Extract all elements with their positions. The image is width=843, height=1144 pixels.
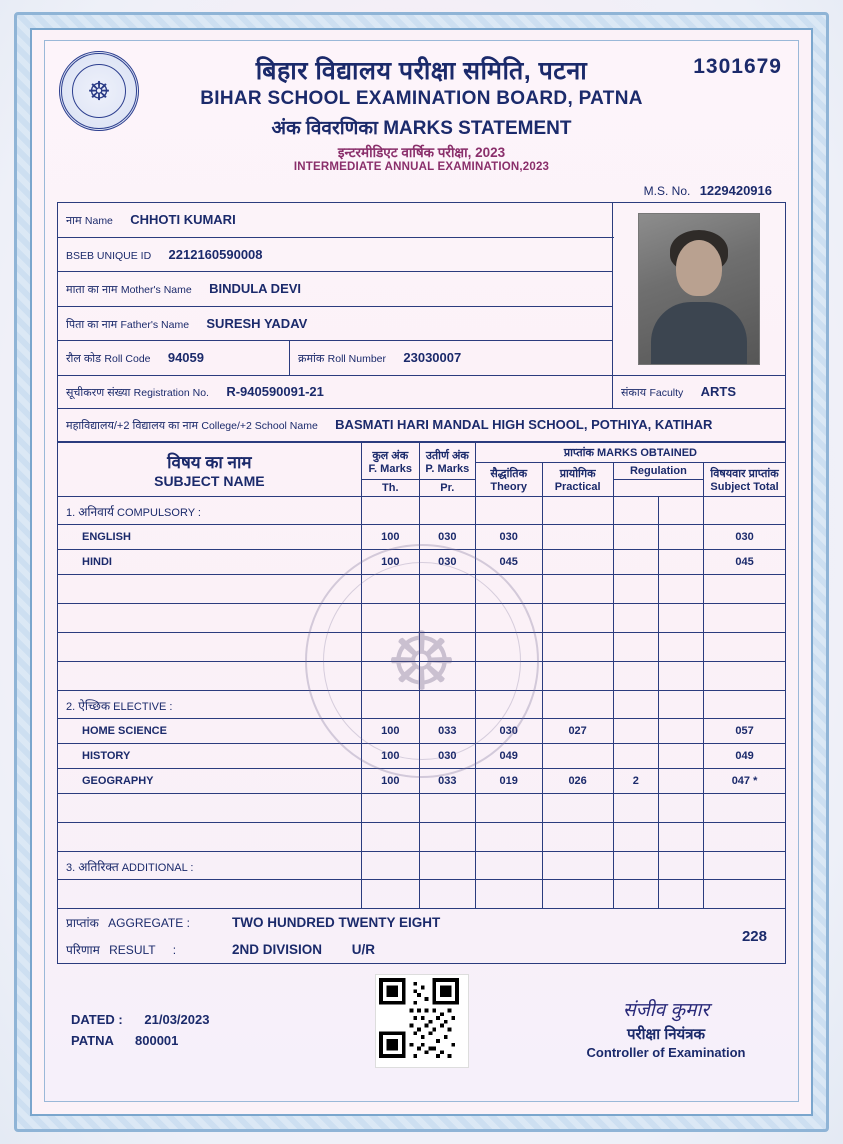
roll-code-label-english: Roll Code <box>104 353 151 366</box>
marks-obtained-header: प्राप्तांक MARKS OBTAINED <box>475 443 785 463</box>
registration-label-hindi: सूचीकरण संख्या <box>66 387 131 399</box>
place-label: PATNA <box>71 1033 114 1048</box>
unique-id-value: 2212160590008 <box>168 246 263 262</box>
subject-english: ENGLISH <box>58 525 362 550</box>
student-name-value: CHHOTI KUMARI <box>130 211 236 227</box>
marks-table <box>57 442 786 909</box>
document-header <box>45 41 798 177</box>
board-name-hindi: बिहार विद्यालय परीक्षा समिति, पटना <box>255 57 588 85</box>
subject-hindi: HINDI <box>58 550 362 575</box>
board-watermark: ☸ <box>305 544 539 778</box>
ms-number-label: M.S. No. <box>643 184 691 198</box>
result-suffix: U/R <box>351 942 376 957</box>
pass-marks-header: उतीर्ण अंक P. Marks <box>419 443 475 480</box>
result-label: परिणाम RESULT : <box>66 943 177 957</box>
board-name-english: BIHAR SCHOOL EXAMINATION BOARD, PATNA <box>200 88 643 109</box>
spacer-row <box>58 604 786 633</box>
date-block <box>71 1012 209 1054</box>
theory-header: सैद्धांतिक Theory <box>475 463 542 497</box>
mother-label-hindi: माता का नाम <box>66 283 118 296</box>
document-footer <box>45 970 798 1088</box>
full-marks-header: कुल अंक F. Marks <box>361 443 419 480</box>
result-value: 2ND DIVISION U/R <box>232 942 376 957</box>
exam-name-hindi: इन्टरमीडिएट वार्षिक परीक्षा, 2023 <box>337 145 506 160</box>
signature-image: संजीव कुमार <box>622 1000 710 1021</box>
college-label-english: College/+2 School Name <box>201 420 318 432</box>
roll-number-label-hindi: क्रमांक <box>298 353 325 366</box>
subject-history: HISTORY <box>58 744 362 769</box>
section-elective-title: 2. ऐच्छिक ELECTIVE : <box>58 691 362 719</box>
table-row <box>58 203 786 238</box>
spacer-row <box>58 823 786 852</box>
table-row: HISTORY 100 030 049 049 <box>58 744 786 769</box>
table-row: HOME SCIENCE 100 033 030 027 057 <box>58 719 786 744</box>
spacer-row <box>58 880 786 909</box>
student-info-table <box>57 202 786 442</box>
section-title-row <box>58 852 786 880</box>
table-row: ENGLISH 100 030 030 030 <box>58 525 786 550</box>
subject-total-header: विषयवार प्राप्तांक Subject Total <box>704 463 786 497</box>
ms-number <box>45 183 772 198</box>
aggregate-label: प्राप्तांक AGGREGATE : <box>66 916 190 930</box>
section-title-row <box>58 497 786 525</box>
father-label-hindi: पिता का नाम <box>66 318 118 331</box>
father-name-value: SURESH YADAV <box>206 315 308 331</box>
faculty-label-english: Faculty <box>649 387 684 399</box>
father-label-english: Father's Name <box>120 318 190 331</box>
board-seal-icon: ☸ <box>59 51 139 131</box>
roll-code-label-hindi: रौल कोड <box>66 353 102 366</box>
exam-name-english: INTERMEDIATE ANNUAL EXAMINATION,2023 <box>293 161 550 173</box>
subject-name-header-english: SUBJECT NAME <box>154 473 265 489</box>
result-summary <box>57 909 786 964</box>
roll-code-value: 94059 <box>167 350 204 366</box>
name-label-hindi: नाम <box>66 214 82 227</box>
practical-header: प्रायोगिक Practical <box>542 463 613 497</box>
pin-value: 800001 <box>135 1033 179 1048</box>
spacer-row <box>58 662 786 691</box>
college-label-hindi: महाविद्यालय/+2 विद्यालय का नाम <box>66 420 199 432</box>
faculty-label-hindi: संकाय <box>621 387 647 399</box>
document-title-hindi: अंक विवरणिका <box>271 118 378 139</box>
regulation-practical-header: Pr. <box>419 480 475 497</box>
section-title-row <box>58 691 786 719</box>
designation-hindi: परीक्षा नियंत्रक <box>626 1026 706 1043</box>
spacer-row <box>58 794 786 823</box>
regulation-header: Regulation <box>613 463 703 480</box>
table-row: HINDI 100 030 045 045 <box>58 550 786 575</box>
ms-number-value: 1229420916 <box>699 183 772 198</box>
student-photograph <box>638 213 760 365</box>
aggregate-total: 228 <box>741 927 767 945</box>
section-additional-title: 3. अतिरिक्त ADDITIONAL : <box>58 852 362 880</box>
mother-label-english: Mother's Name <box>120 283 192 296</box>
table-row <box>58 376 786 409</box>
spacer-row <box>58 575 786 604</box>
roll-number-value: 23030007 <box>403 350 462 366</box>
serial-number: 1301679 <box>693 55 782 78</box>
signature-block <box>556 996 776 1060</box>
table-row: GEOGRAPHY 100 033 019 026 2 047 * <box>58 769 786 794</box>
regulation-theory-header: Th. <box>361 480 419 497</box>
registration-value: R-940590091-21 <box>226 384 324 399</box>
subject-name-header <box>58 443 362 497</box>
mother-name-value: BINDULA DEVI <box>209 280 302 296</box>
roll-number-label-english: Roll Number <box>327 353 387 366</box>
registration-label-english: Registration No. <box>133 387 209 399</box>
subject-geography: GEOGRAPHY <box>58 769 362 794</box>
aggregate-row <box>58 909 786 936</box>
college-value: BASMATI HARI MANDAL HIGH SCHOOL, POTHIYA, KATIHAR <box>335 417 713 432</box>
dated-value: 21/03/2023 <box>144 1012 210 1027</box>
name-label-english: Name <box>84 214 113 227</box>
subject-home-science: HOME SCIENCE <box>58 719 362 744</box>
student-photo-cell <box>613 203 786 376</box>
document-title <box>57 114 786 140</box>
section-compulsory-title: 1. अनिवार्य COMPULSORY : <box>58 497 362 525</box>
subject-name-header-hindi: विषय का नाम <box>167 453 252 472</box>
faculty-value: ARTS <box>700 384 737 399</box>
qr-code <box>375 974 469 1068</box>
marks-header-row-1 <box>58 443 786 463</box>
table-row <box>58 409 786 442</box>
dated-label: DATED : <box>71 1012 123 1027</box>
certificate-body <box>44 40 799 1102</box>
aggregate-words: TWO HUNDRED TWENTY EIGHT <box>232 915 441 930</box>
designation-english: Controller of Examination <box>586 1045 746 1060</box>
spacer-row <box>58 633 786 662</box>
unique-id-label: BSEB UNIQUE ID <box>66 249 152 262</box>
document-title-english: MARKS STATEMENT <box>383 118 572 139</box>
